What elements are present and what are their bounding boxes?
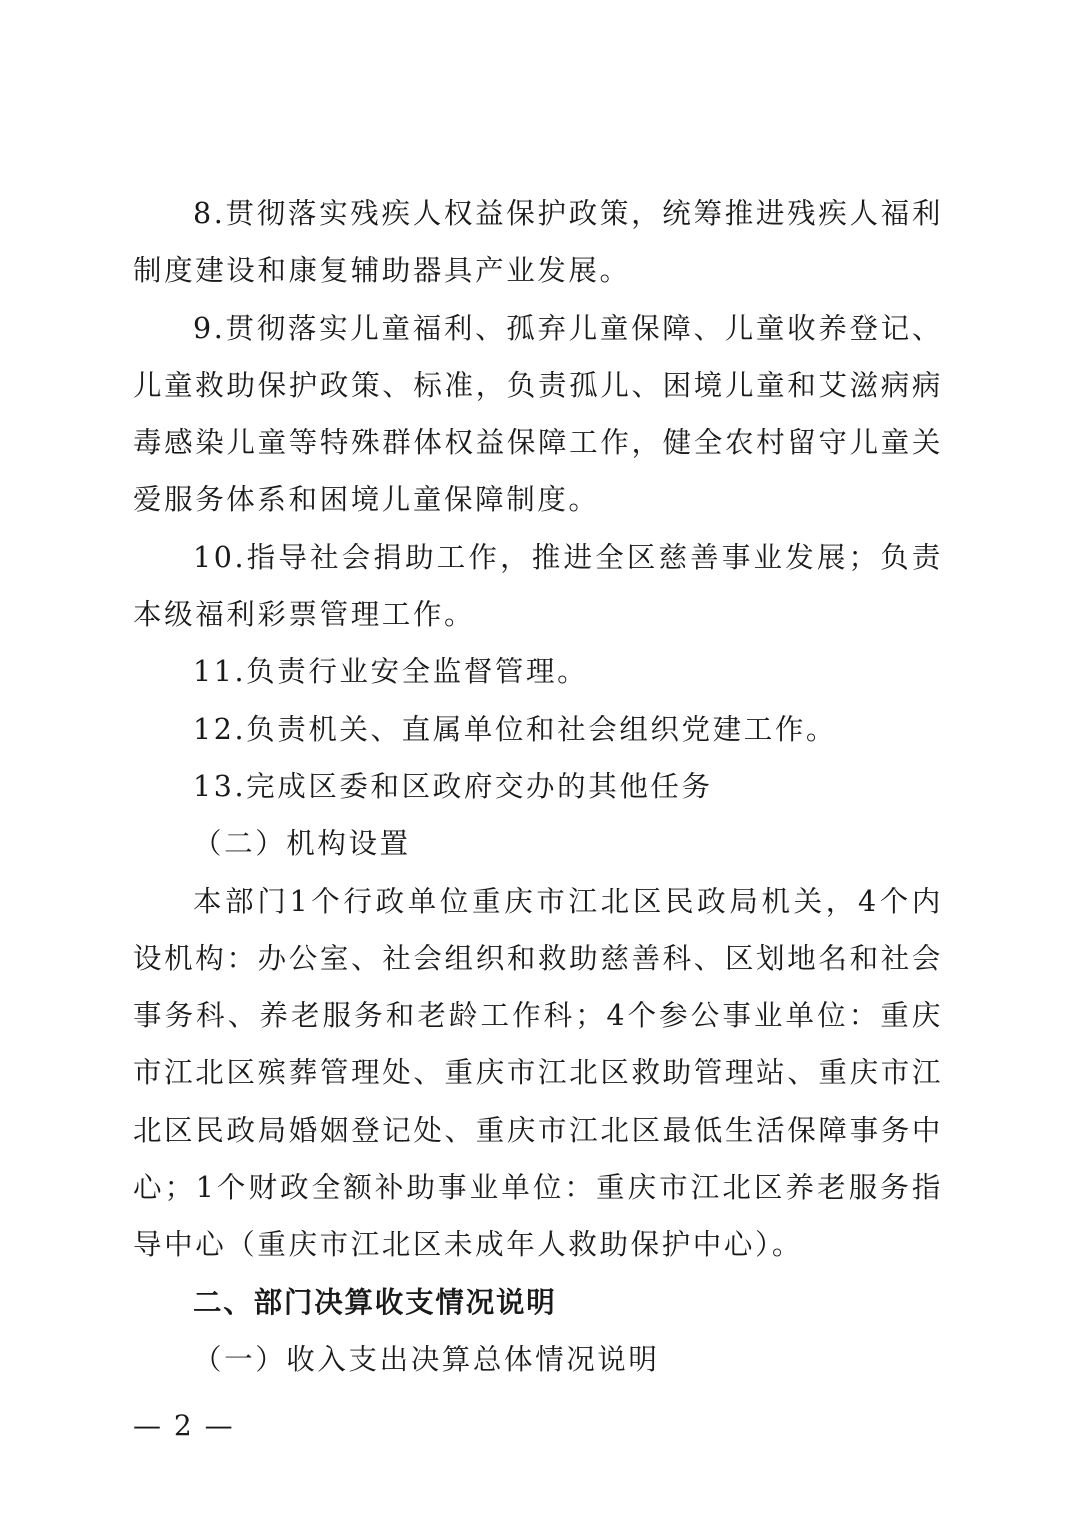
paragraph-item-10: 10.指导社会捐助工作，推进全区慈善事业发展；负责本级福利彩票管理工作。 <box>133 540 943 632</box>
subsection-heading-overall: （一）收入支出决算总体情况说明 <box>193 1342 660 1376</box>
paragraph-item-12: 12.负责机关、直属单位和社会组织党建工作。 <box>193 712 838 746</box>
paragraph-item-13: 13.完成区委和区政府交办的其他任务 <box>193 769 713 803</box>
subsection-heading-organization: （二）机构设置 <box>193 827 411 861</box>
document-body <box>133 185 943 1388</box>
organization-paragraph: 本部门1个行政单位重庆市江北区民政局机关，4个内设机构：办公室、社会组织和救助慈善科、区划地名和社会事务科、养老服务和老龄工作科；4个参公事业单位：重庆市江北区殡葬管理处、重庆市江北区救助管理站、重庆市江北区民政局婚姻登记处、重庆市江北区最低生活保障事务中心；1个财政全额补助事业单位：重庆市江北区养老服务指导中心（重庆市江北区未成年人救助保护中心）。 <box>133 884 943 1262</box>
paragraph-item-8: 8.贯彻落实残疾人权益保护政策，统筹推进残疾人福利制度建设和康复辅助器具产业发展。 <box>133 197 943 288</box>
paragraph-item-11: 11.负责行业安全监督管理。 <box>193 655 589 689</box>
section-heading-final-accounts: 二、部门决算收支情况说明 <box>193 1285 557 1319</box>
page-number: — 2 — <box>133 1409 235 1442</box>
paragraph-item-9: 9.贯彻落实儿童福利、孤弃儿童保障、儿童收养登记、儿童救助保护政策、标准，负责孤儿、困境儿童和艾滋病病毒感染儿童等特殊群体权益保障工作，健全农村留守儿童关爱服务体系和困境儿童保障制度。 <box>133 311 943 517</box>
